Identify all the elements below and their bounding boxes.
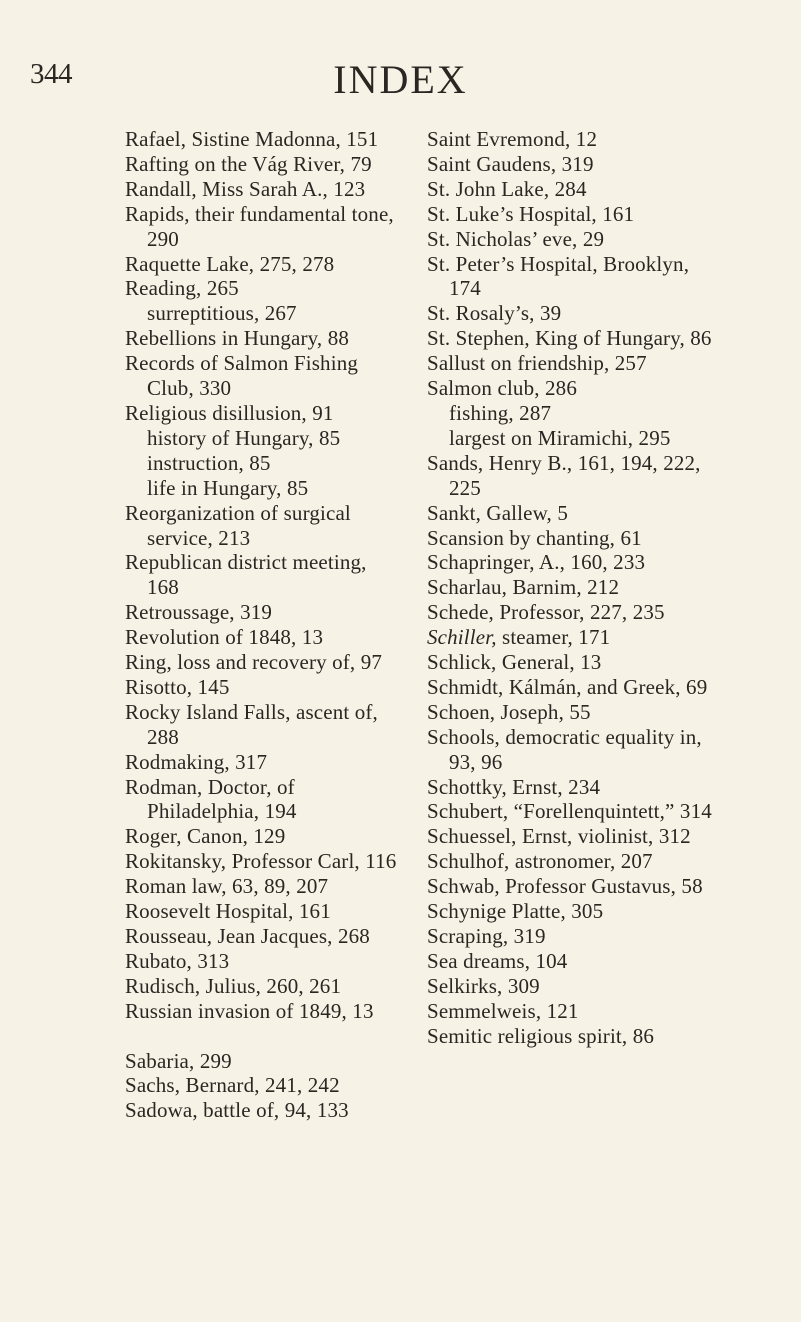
index-entry <box>125 351 397 401</box>
index-entry <box>125 177 397 202</box>
index-entry <box>427 351 722 376</box>
index-entry <box>427 799 722 824</box>
entry-text: instruction, 85 <box>147 450 271 475</box>
entry-text: Roman law, 63, 89, 207 <box>125 874 329 899</box>
entry-text: Schubert, “Forellenquintett,” 314 <box>427 799 712 824</box>
entry-text: Randall, Miss Sarah A., 123 <box>125 176 366 201</box>
index-subentry <box>125 451 397 476</box>
entry-text: Sabaria, 299 <box>125 1048 232 1073</box>
entry-text: Schynige Platte, 305 <box>427 899 604 924</box>
index-entry <box>125 202 397 252</box>
index-entry <box>125 849 397 874</box>
entry-text: Rapids, their fundamental tone, 290 <box>125 201 394 251</box>
index-entry <box>427 625 722 650</box>
entry-text: Sadowa, battle of, 94, 133 <box>125 1098 349 1123</box>
entry-text: Schoen, Joseph, 55 <box>427 699 591 724</box>
index-entry <box>427 550 722 575</box>
index-entry <box>125 550 397 600</box>
entry-text: Rocky Island Falls, ascent of, 288 <box>125 699 378 749</box>
index-entry <box>427 700 722 725</box>
entry-text: Schlick, General, 13 <box>427 650 602 675</box>
entry-text: fishing, 287 <box>449 400 552 425</box>
index-entry <box>427 202 722 227</box>
index-entry <box>125 401 397 426</box>
entry-text: Selkirks, 309 <box>427 973 540 998</box>
index-entry <box>427 451 722 501</box>
index-entry <box>125 899 397 924</box>
entry-text: Rousseau, Jean Jacques, 268 <box>125 924 370 948</box>
entry-text: Semmelweis, 121 <box>427 998 579 1023</box>
entry-text: St. Nicholas’ eve, 29 <box>427 226 605 251</box>
entry-text: St. John Lake, 284 <box>427 176 587 201</box>
index-entry <box>427 974 722 999</box>
entry-text: St. Peter’s Hospital, Brooklyn, 174 <box>427 251 690 301</box>
index-entry <box>125 625 397 650</box>
entry-text: Rokitansky, Professor Carl, 116 <box>125 849 397 874</box>
entry-text: St. Stephen, King of Hungary, 86 <box>427 326 712 351</box>
index-subentry <box>125 426 397 451</box>
index-entry <box>427 775 722 800</box>
entry-text: Schottky, Ernst, 234 <box>427 774 601 799</box>
index-entry <box>427 650 722 675</box>
entry-text: Reading, 265 <box>125 276 239 301</box>
index-entry <box>125 326 397 351</box>
entry-text: Rubato, 313 <box>125 948 230 973</box>
index-entry <box>125 999 397 1024</box>
index-entry <box>427 675 722 700</box>
entry-text: Rafting on the Vág River, 79 <box>125 151 372 176</box>
entry-text: Revolution of 1848, 13 <box>125 625 324 650</box>
entry-text: Rodmaking, 317 <box>125 749 268 774</box>
entry-text: St. Luke’s Hospital, 161 <box>427 201 635 226</box>
entry-text: Saint Evremond, 12 <box>427 127 598 151</box>
running-head: INDEX <box>333 57 468 102</box>
entry-text: Ring, loss and recovery of, 97 <box>125 650 383 675</box>
index-entry <box>125 600 397 625</box>
entry-text: Risotto, 145 <box>125 674 230 699</box>
index-entry <box>125 1073 397 1098</box>
entry-text: Raquette Lake, 275, 278 <box>125 251 335 276</box>
index-entry <box>427 1024 722 1049</box>
index-entry <box>427 949 722 974</box>
index-entry <box>125 1049 397 1074</box>
index-entry <box>427 177 722 202</box>
index-entry <box>427 874 722 899</box>
entry-text: Schede, Professor, 227, 235 <box>427 600 665 625</box>
index-subentry <box>125 476 397 501</box>
index-entry <box>125 700 397 750</box>
index-column-right <box>427 127 722 1049</box>
entry-text: Schuessel, Ernst, violinist, 312 <box>427 824 691 849</box>
index-entry <box>125 924 397 949</box>
entry-text: Schmidt, Kálmán, and Greek, 69 <box>427 674 708 699</box>
entry-text: Sallust on friendship, 257 <box>427 351 647 376</box>
entry-text: history of Hungary, 85 <box>147 425 341 450</box>
entry-text: surreptitious, 267 <box>147 301 297 326</box>
entry-text: Saint Gaudens, 319 <box>427 151 594 176</box>
index-entry <box>427 849 722 874</box>
entry-text: life in Hungary, 85 <box>147 475 309 500</box>
entry-text: Rodman, Doctor, of Philadelphia, 194 <box>125 774 297 824</box>
index-entry <box>427 127 722 152</box>
index-entry <box>427 575 722 600</box>
entry-text: St. Rosaly’s, 39 <box>427 301 562 326</box>
index-entry <box>125 127 397 152</box>
index-entry <box>125 949 397 974</box>
index-entry <box>125 874 397 899</box>
index-entry <box>125 824 397 849</box>
index-entry <box>427 252 722 302</box>
index-entry <box>427 924 722 949</box>
entry-text: Sankt, Gallew, 5 <box>427 500 569 525</box>
index-entry <box>125 501 397 551</box>
entry-text: Schools, democratic equality in, 93, 96 <box>427 724 702 774</box>
index-entry <box>125 276 397 301</box>
entry-text: Salmon club, 286 <box>427 376 577 401</box>
index-entry <box>125 252 397 277</box>
index-entry <box>427 899 722 924</box>
index-entry <box>427 301 722 326</box>
entry-text: Roosevelt Hospital, 161 <box>125 899 331 924</box>
entry-text: Scansion by chanting, 61 <box>427 525 642 550</box>
entry-text: steamer, 171 <box>496 625 611 650</box>
entry-text: Scraping, 319 <box>427 924 546 948</box>
entry-text: Roger, Canon, 129 <box>125 824 286 849</box>
index-entry <box>125 1098 397 1123</box>
index-entry <box>125 675 397 700</box>
page-number: 344 <box>30 58 72 90</box>
index-entry <box>125 775 397 825</box>
entry-text: Rebellions in Hungary, 88 <box>125 326 350 351</box>
entry-text: Rafael, Sistine Madonna, 151 <box>125 127 379 151</box>
entry-text: largest on Miramichi, 295 <box>449 425 671 450</box>
index-subentry <box>427 426 722 451</box>
index-entry <box>427 600 722 625</box>
index-entry <box>427 501 722 526</box>
entry-text: Records of Salmon Fishing Club, 330 <box>125 351 358 401</box>
index-entry <box>427 526 722 551</box>
index-entry <box>125 152 397 177</box>
index-entry <box>427 824 722 849</box>
entry-text: Schapringer, A., 160, 233 <box>427 550 646 575</box>
index-entry <box>427 326 722 351</box>
entry-text: Religious disillusion, 91 <box>125 400 334 425</box>
index-entry <box>427 725 722 775</box>
index-subentry <box>427 401 722 426</box>
entry-text: Schulhof, astronomer, 207 <box>427 849 653 874</box>
index-entry <box>427 152 722 177</box>
entry-text: Sea dreams, 104 <box>427 948 568 973</box>
index-subentry <box>125 301 397 326</box>
entry-text: Semitic religious spirit, 86 <box>427 1023 655 1048</box>
entry-text: Sands, Henry B., 161, 194, 222, 225 <box>427 450 701 500</box>
index-entry <box>125 650 397 675</box>
entry-text: Republican district meeting, 168 <box>125 550 367 600</box>
index-entry <box>427 376 722 401</box>
index-column-left <box>125 127 397 1123</box>
entry-text: Russian invasion of 1849, 13 <box>125 998 374 1023</box>
index-entry <box>427 999 722 1024</box>
entry-text: Schwab, Professor Gustavus, 58 <box>427 874 703 899</box>
entry-text: Retroussage, 319 <box>125 600 273 625</box>
index-entry <box>427 227 722 252</box>
entry-text: Rudisch, Julius, 260, 261 <box>125 973 342 998</box>
index-entry <box>125 750 397 775</box>
entry-text: Sachs, Bernard, 241, 242 <box>125 1073 340 1098</box>
index-entry <box>125 974 397 999</box>
entry-text: Scharlau, Barnim, 212 <box>427 575 620 600</box>
entry-text: Reorganization of surgical service, 213 <box>125 500 351 550</box>
italic-title: Schiller, <box>427 625 497 650</box>
